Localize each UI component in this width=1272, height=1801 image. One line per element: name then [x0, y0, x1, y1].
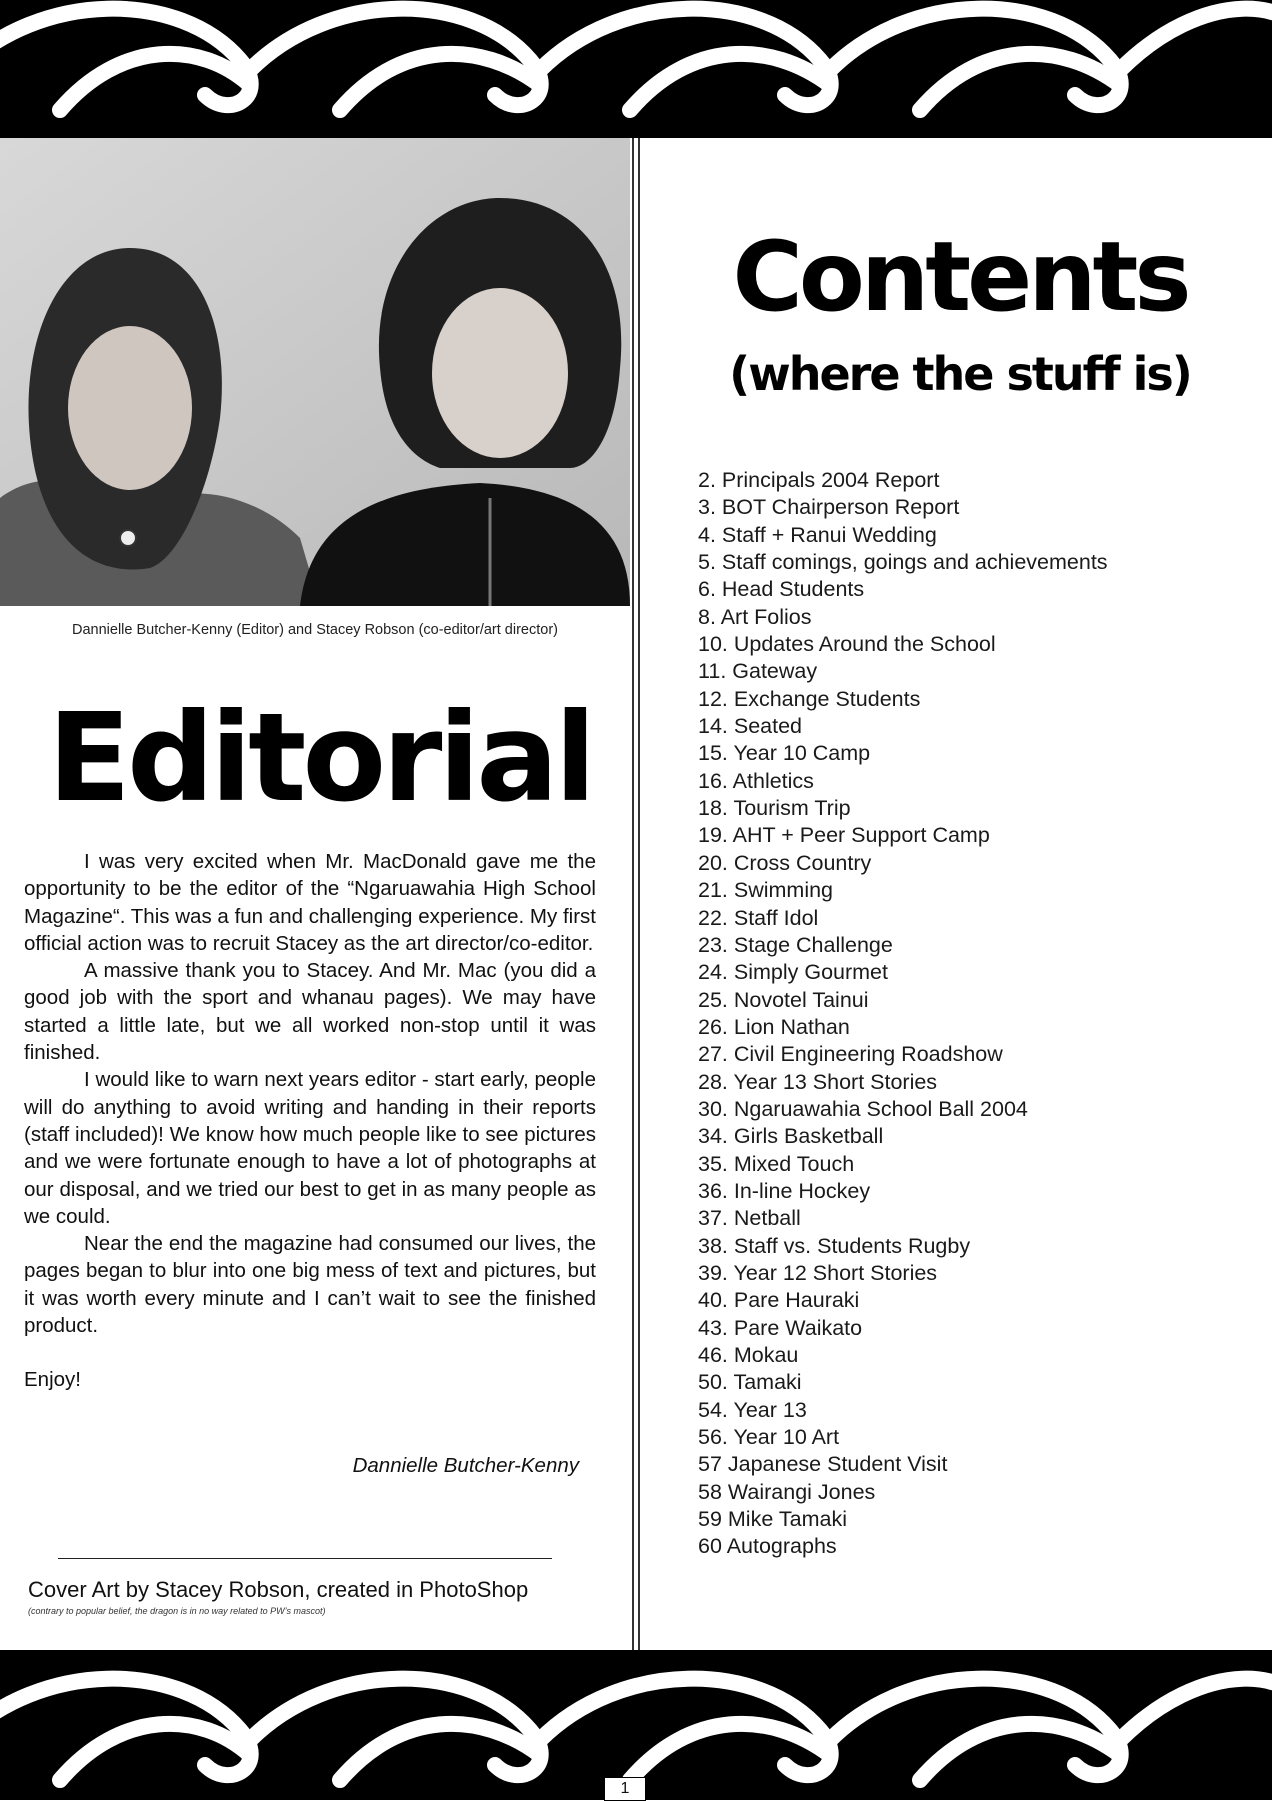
cover-art-credit: Cover Art by Stacey Robson, created in PhotoShop	[28, 1577, 529, 1602]
column-divider	[632, 138, 640, 1650]
contents-item: 50. Tamaki	[698, 1370, 802, 1395]
editorial-closing: Enjoy!	[24, 1368, 81, 1392]
photo-caption: Dannielle Butcher-Kenny (Editor) and Stacey Robson (co-editor/art director)	[72, 622, 558, 638]
top-koru-border	[0, 0, 1272, 138]
editorial-body	[24, 848, 596, 1394]
contents-item: 6. Head Students	[698, 577, 865, 602]
cover-art-note: (contrary to popular belief, the dragon is in no way related to PW’s mascot)	[28, 1606, 326, 1616]
contents-item: 15. Year 10 Camp	[698, 741, 871, 766]
contents-item: 40. Pare Hauraki	[698, 1288, 860, 1313]
contents-item: 26. Lion Nathan	[698, 1014, 850, 1039]
contents-item: 38. Staff vs. Students Rugby	[698, 1233, 971, 1258]
contents-item: 56. Year 10 Art	[698, 1425, 840, 1450]
contents-item: 60 Autographs	[698, 1534, 837, 1559]
contents-item: 20. Cross Country	[698, 850, 872, 875]
contents-item: 39. Year 12 Short Stories	[698, 1260, 938, 1285]
editorial-title-text: Editorial	[47, 687, 593, 829]
koru-pattern-icon	[0, 0, 1272, 138]
editors-photo	[0, 138, 630, 606]
contents-item: 28. Year 13 Short Stories	[698, 1069, 938, 1094]
contents-item: 43. Pare Waikato	[698, 1315, 863, 1340]
editorial-paragraph: I was very excited when Mr. MacDonald gave me the opportunity to be the editor of the “Ngaruawahia High School Magazine“. This was a fun and challenging experience. My first official action was to recruit Stacey as the art director/co-editor.	[24, 850, 596, 955]
contents-item: 14. Seated	[698, 714, 803, 739]
contents-subtitle: (where the stuff is)	[729, 347, 1191, 401]
contents-item: 57 Japanese Student Visit	[698, 1452, 948, 1477]
contents-item: 10. Updates Around the School	[698, 632, 996, 657]
contents-item: 58 Wairangi Jones	[698, 1479, 876, 1504]
contents-item: 2. Principals 2004 Report	[698, 468, 940, 492]
contents-item: 37. Netball	[698, 1206, 801, 1231]
editorial-paragraph: A massive thank you to Stacey. And Mr. Mac (you did a good job with the sport and whanau pages). We may have started a little late, but we all worked non-stop until it was finished.	[24, 959, 596, 1065]
contents-item: 22. Staff Idol	[698, 905, 819, 930]
contents-item: 59 Mike Tamaki	[698, 1507, 847, 1532]
contents-item: 23. Stage Challenge	[698, 932, 893, 957]
contents-item: 46. Mokau	[698, 1343, 799, 1367]
editorial-title	[30, 660, 610, 840]
editorial-paragraph: I would like to warn next years editor - start early, people will do anything to avoid writing and handing in their reports (staff included)! We know how much people like to see pictures and we were fortunate enough to have a lot of photographs at our disposal, and we tried our best to get in as many people as we could.	[24, 1068, 596, 1228]
contents-item: 35. Mixed Touch	[698, 1151, 855, 1176]
contents-item: 30. Ngaruawahia School Ball 2004	[698, 1096, 1028, 1121]
contents-item: 34. Girls Basketball	[698, 1124, 884, 1149]
contents-item: 8. Art Folios	[698, 604, 812, 629]
contents-item: 11. Gateway	[698, 659, 818, 684]
contents-list	[698, 467, 1108, 1561]
contents-item: 21. Swimming	[698, 878, 834, 903]
contents-item: 3. BOT Chairperson Report	[698, 495, 960, 520]
contents-item: 16. Athletics	[698, 768, 814, 793]
page-number: 1	[604, 1777, 646, 1801]
contents-item: 54. Year 13	[698, 1397, 807, 1422]
editorial-paragraph: Near the end the magazine had consumed our lives, the pages began to blur into one big mess of text and pictures, but it was worth every minute and I can’t wait to see the finished product.	[24, 1232, 596, 1338]
contents-title: Contents	[732, 221, 1188, 333]
contents-item: 4. Staff + Ranui Wedding	[698, 522, 937, 547]
divider-line	[58, 1558, 552, 1559]
editorial-signature: Dannielle Butcher-Kenny	[352, 1454, 579, 1477]
contents-item: 24. Simply Gourmet	[698, 960, 888, 985]
contents-heading	[700, 210, 1220, 410]
contents-item: 12. Exchange Students	[698, 686, 921, 711]
contents-item: 18. Tourism Trip	[698, 796, 851, 821]
contents-item: 36. In-line Hockey	[698, 1178, 871, 1203]
contents-item: 27. Civil Engineering Roadshow	[698, 1042, 1003, 1067]
contents-item: 5. Staff comings, goings and achievements	[698, 550, 1108, 575]
contents-item: 25. Novotel Tainui	[698, 987, 869, 1012]
contents-item: 19. AHT + Peer Support Camp	[698, 823, 990, 848]
